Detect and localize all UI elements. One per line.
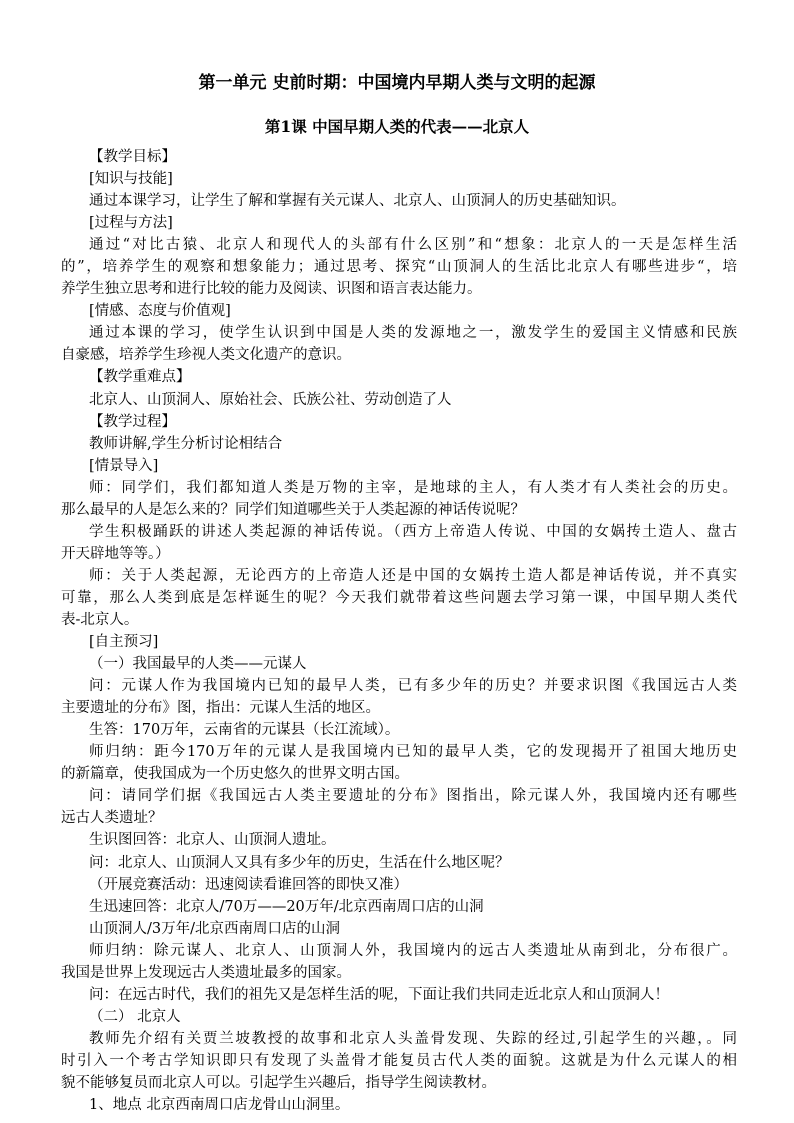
text-line: [情景导入]	[89, 457, 159, 474]
text-line: 可靠，那么人类到底是怎样诞生的呢？今天我们就带着这些问题去学习第一课，中国早期人类代	[61, 589, 737, 606]
text-line: 远古人类遗址？	[61, 810, 163, 827]
text-line: 那么最早的人是怎么来的？同学们知道哪些关于人类起源的神话传说呢？	[61, 501, 525, 518]
text-line: 【教学目标】	[89, 149, 176, 165]
text-line: 我国是世界上发现远古人类遗址最多的国家。	[61, 964, 351, 981]
text-line: 开天辟地等等。）	[61, 545, 170, 562]
text-line: 学生积极踊跃的讲述人类起源的神话传说。（西方上帝造人传说、中国的女娲抟土造人、盘古	[89, 523, 737, 540]
text-line: 问：请同学们据《我国远古人类主要遗址的分布》图指出，除元谋人外，我国境内还有哪些	[89, 788, 737, 805]
text-line: 表-北京人。	[61, 611, 139, 628]
text-line: 问：北京人、山顶洞人又具有多少年的历史，生活在什么地区呢？	[89, 854, 510, 871]
text-line: 养学生独立思考和进行比较的能力及阅读、识图和语言表达能力。	[61, 281, 482, 298]
text-line: （开展竞赛活动：迅速阅读看谁回答的即快又准）	[89, 876, 408, 893]
text-line: 的”，培养学生的观察和想象能力；通过思考、探究“山顶洞人的生活比北京人有哪些进步“，培	[61, 259, 737, 276]
text-line: [知识与技能]	[89, 171, 173, 188]
lesson-title: 第1课 中国早期人类的代表——北京人	[264, 117, 530, 136]
text-line: 生迅速回答：北京人/70万——20万年/北京西南周口店的山洞	[89, 898, 484, 915]
text-line: 师：同学们，我们都知道人类是万物的主宰，是地球的主人，有人类才有人类社会的历史。	[89, 479, 737, 496]
text-line: 师归纳：除元谋人、北京人、山顶洞人外，我国境内的远古人类遗址从南到北，分布很广。	[89, 942, 737, 959]
text-line: 师归纳：距今170万年的元谋人是我国境内已知的最早人类，它的发现揭开了祖国大地历史	[89, 744, 737, 761]
text-line: 生识图回答：北京人、山顶洞人遗址。	[89, 832, 336, 849]
text-line: 生答：170万年，云南省的元谋县（长江流域）。	[89, 722, 400, 739]
text-line: 问：元谋人作为我国境内已知的最早人类，已有多少年的历史？并要求识图《我国远古人类	[89, 678, 737, 695]
text-line: 教师先介绍有关贾兰坡教授的故事和北京人头盖骨发现、失踪的经过,引起学生的兴趣，。同	[89, 1030, 737, 1047]
text-line: 1、地点 北京西南周口店龙骨山山洞里。	[89, 1097, 350, 1114]
text-line: [情感、态度与价值观]	[89, 303, 231, 320]
text-line: 【教学重难点】	[89, 369, 191, 386]
text-line: 自豪感，培养学生珍视人类文化遗产的意识。	[61, 347, 351, 364]
text-line: 通过“对比古猿、北京人和现代人的头部有什么区别”和“想象：北京人的一天是怎样生活	[89, 237, 737, 254]
text-line: （二） 北京人	[89, 1008, 181, 1025]
document-body	[61, 146, 737, 1116]
text-line: 通过本课学习，让学生了解和掌握有关元谋人、北京人、山顶洞人的历史基础知识。	[89, 193, 626, 210]
text-line: [自主预习]	[89, 634, 159, 651]
text-line: 北京人、山顶洞人、原始社会、氏族公社、劳动创造了人	[89, 391, 452, 408]
text-line: 【教学过程】	[89, 413, 176, 430]
text-line: 问：在远古时代，我们的祖先又是怎样生活的呢，下面让我们共同走近北京人和山顶洞人！	[89, 986, 669, 1003]
text-line: 教师讲解,学生分析讨论相结合	[89, 435, 283, 452]
text-line: （一）我国最早的人类——元谋人	[89, 656, 307, 673]
text-line: 山顶洞人/3万年/北京西南周口店的山洞	[89, 920, 340, 937]
text-line: 主要遗址的分布》图，指出：元谋人生活的地区。	[61, 700, 380, 717]
text-line: [过程与方法]	[89, 215, 173, 232]
unit-title: 第一单元 史前时期：中国境内早期人类与文明的起源	[198, 73, 596, 93]
text-line: 的新篇章，使我国成为一个历史悠久的世界文明古国。	[61, 766, 409, 783]
text-line: 貌不能够复员而北京人可以。引起学生兴趣后，指导学生阅读教材。	[61, 1074, 496, 1091]
text-line: 时引入一个考古学知识即只有发现了头盖骨才能复员古代人类的面貌。这就是为什么元谋人的相	[61, 1052, 737, 1069]
text-line: 通过本课的学习，使学生认识到中国是人类的发源地之一，激发学生的爱国主义情感和民族	[89, 325, 737, 342]
text-line: 师：关于人类起源，无论西方的上帝造人还是中国的女娲抟土造人都是神话传说，并不真实	[89, 567, 737, 584]
